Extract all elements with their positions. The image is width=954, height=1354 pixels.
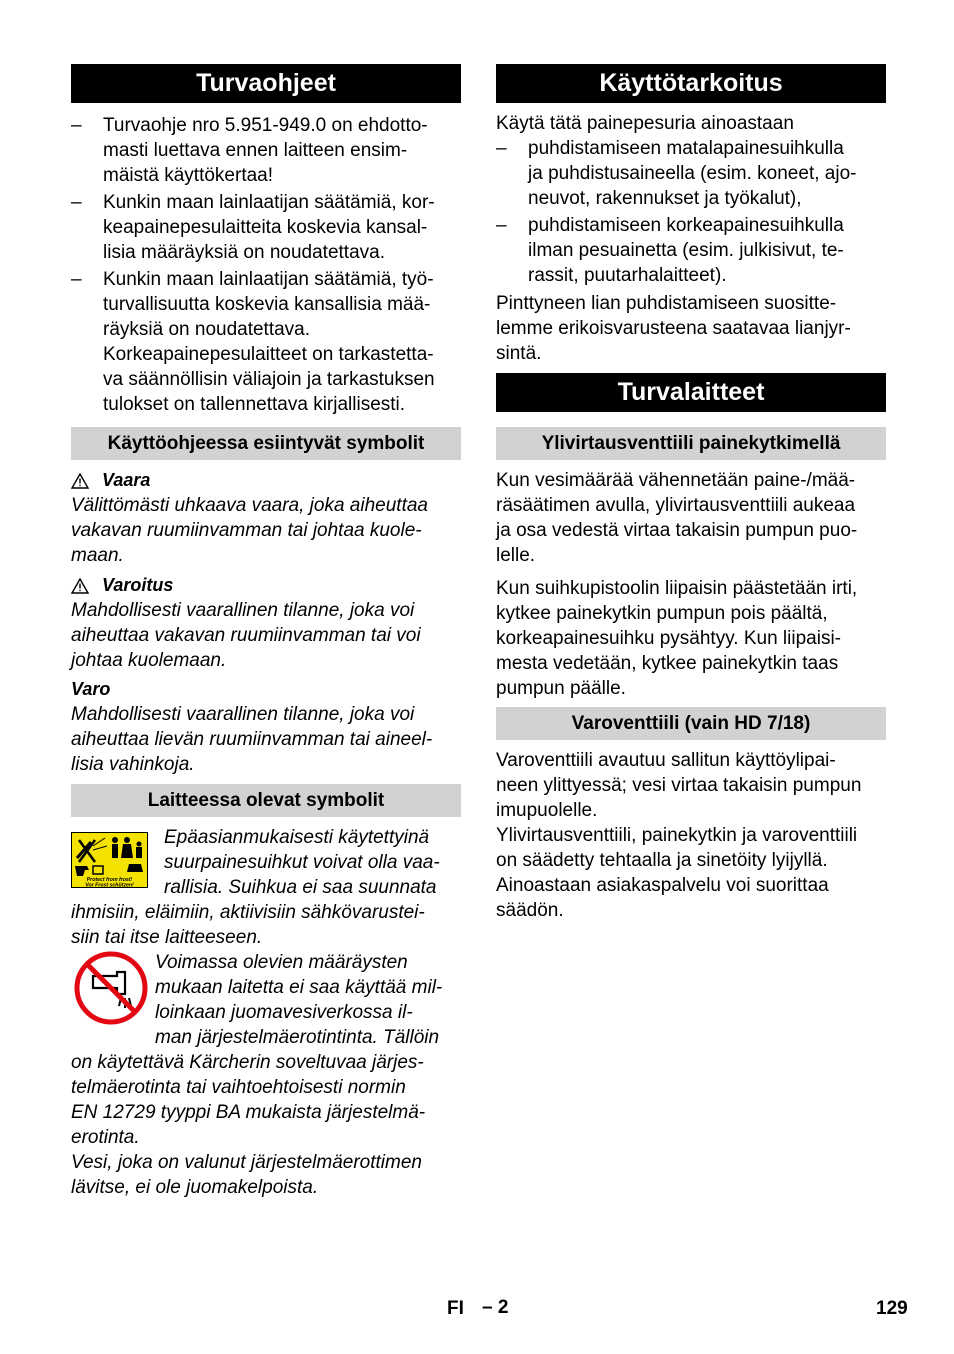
footer-language: FI (447, 1298, 464, 1319)
overflow-paragraph-2: Kun suihkupistoolin liipaisin päästetään irti, kytkee painekytkin pumpun pois päältä, korkeapainesuihku pysähtyy. Kun liipaisi- mesta vedetään, kytkee painekytkin taas pumpun päälle. (496, 578, 858, 699)
heading-turvalaitteet: Turvalaitteet (496, 373, 886, 412)
warning-label: Varoitus (102, 575, 174, 595)
intended-use-list (496, 136, 886, 288)
overflow-paragraph-1: Kun vesimäärää vähennetään paine-/mää- räsäätimen avulla, ylivirtausventtiili aukeaa ja osa vedestä virtaa takaisin pumpun puo- lelle. (496, 470, 858, 566)
safety-valve-text: Varoventtiili avautuu sallitun käyttöylipai- neen ylittyessä; vesi virtaa takaisin pumpun imupuolelle. Ylivirtausventtiili, painekytkin ja varoventtiili on säädetty tehtaalla ja sinetöity lyijyllä. Ainoastaan asiakaspalvelu voi suorittaa säädön. (496, 750, 862, 921)
caution-text: Mahdollisesti vaarallinen tilanne, joka voi aiheuttaa lievän ruumiinvamman tai aineel- lisia vahinkoja. (71, 704, 433, 775)
sticker-text-2: Vor Frost schützen! (85, 882, 134, 888)
warning-text: Mahdollisesti vaarallinen tilanne, joka voi aiheuttaa vakavan ruumiinvamman tai voi johtaa kuolemaan. (71, 600, 421, 671)
sticker-text-1: Protect from frost! (86, 877, 133, 883)
heading-safety-valve: Varoventtiili (vain HD 7/18) (496, 707, 886, 740)
caution-label: Varo (71, 679, 111, 699)
warning-label-row (71, 573, 461, 598)
no-drinking-water-connection-icon (73, 950, 149, 1026)
danger-label-row (71, 468, 461, 493)
list-item: – Kunkin maan lainlaatijan säätämiä, työ- turvallisuutta koskevia kansallisia mää- räyksiä on noudatettava. Korkeapainepesulaitteet on tarkastetta- va säännöllisin väliajoin ja tarkastuksen tulokset on tallennettava kirjallisesti. (71, 269, 435, 415)
list-item: – puhdistamiseen matalapainesuihkulla ja puhdistusaineella (esim. koneet, ajo- neuvot, rakennukset ja työkalut), (496, 138, 857, 209)
warning-triangle-icon (71, 473, 89, 489)
left-column (71, 64, 461, 1200)
heading-overflow-valve: Ylivirtausventtiili painekytkimellä (496, 427, 886, 460)
warning-triangle-icon (71, 578, 89, 594)
device-symbol-block-1: Protect from frost! Vor Frost schützen! Epäasianmukaisesti käytettyinä suurpainesuihkut voivat olla vaa- rallisia. Suihkua ei saa suunnata ihmisiin, eläimiin, aktiivisiin sähkövarustei- siin tai itse laitteeseen. (71, 827, 440, 948)
high-pressure-warning-sticker-icon (71, 832, 148, 888)
heading-kayttotarkoitus: Käyttötarkoitus (496, 64, 886, 103)
heading-device-symbols: Laitteessa olevat symbolit (71, 784, 461, 817)
recommendation-text: Pinttyneen lian puhdistamiseen suositte- lemme erikoisvarusteena saatavaa lianjyr- sintä. (496, 293, 851, 364)
device-symbol-block-2: Voimassa olevien määräysten mukaan laitetta ei saa käyttää mil- loinkaan juomavesiverkossa il- man järjestelmäerotintinta. Tällöin on käytettävä Kärcherin soveltuvaa järjes- telmäerotinta tai vaihtoehtoisesti normin EN 12729 tyyppi BA mukaista järjestelmä- erotinta. Vesi, joka on valunut järjestelmäerottimen lävitse, ei ole juomakelpoista. (71, 952, 443, 1198)
list-item: – puhdistamiseen korkeapainesuihkulla ilman pesuainetta (esim. julkisivut, te- rassit, puutarhalaitteet). (496, 215, 844, 286)
list-item: – Kunkin maan lainlaatijan säätämiä, kor- keapainepesulaitteita koskevia kansal- lisia määräyksiä on noudatettava. (71, 192, 435, 263)
danger-text: Välittömästi uhkaava vaara, joka aiheuttaa vakavan ruumiinvamman tai johtaa kuole- maan. (71, 495, 428, 566)
footer-page-number: 129 (876, 1298, 908, 1319)
safety-list (71, 113, 461, 417)
right-column (496, 64, 886, 923)
danger-label: Vaara (102, 470, 151, 490)
footer-section-number: – 2 (482, 1297, 509, 1318)
list-item: – Turvaohje nro 5.951-949.0 on ehdotto- masti luettava ennen laitteen ensim- mäistä käyttökertaa! (71, 115, 428, 186)
heading-turvaohjeet: Turvaohjeet (71, 64, 461, 103)
intended-use-intro: Käytä tätä painepesuria ainoastaan (496, 113, 794, 134)
symbol-definitions (71, 468, 461, 777)
heading-manual-symbols: Käyttöohjeessa esiintyvät symbolit (71, 427, 461, 460)
caution-label-row (71, 677, 461, 702)
